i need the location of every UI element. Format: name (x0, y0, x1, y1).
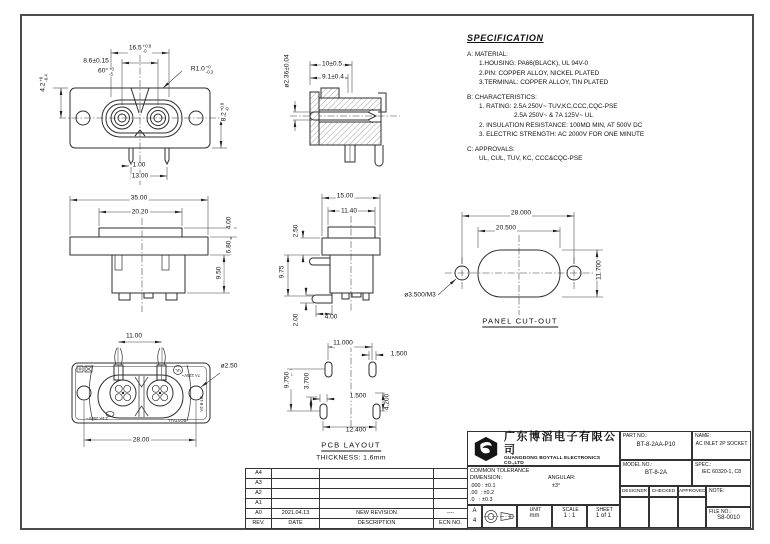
note-label: NOTE: (709, 488, 725, 494)
first-angle-projection-icon (483, 506, 516, 527)
dim-side-width2: 11.40 (340, 207, 358, 215)
rear-marking-rating1: 2.5A 250V~ (86, 416, 108, 422)
dim-front-height-left: 4.2 +0 -0.4 (38, 74, 48, 92)
company-name-cn: 广东博滔电子有限公司 (504, 430, 617, 456)
rear-marking-brand: BOYTALL (167, 418, 187, 424)
dim-top-width2: 20.20 (131, 208, 149, 216)
pin-right (147, 107, 169, 129)
dim-pcb-d2: 1.500 (390, 350, 408, 358)
dim-pcb-d6: 4.200 (383, 393, 391, 411)
model-no-box (620, 460, 692, 486)
table-row: A3 (246, 479, 468, 489)
dim-section-pin-dia: ø2.36±0.04 (283, 54, 291, 88)
angular-value: ±3° (552, 482, 561, 489)
spec-value: IEC 60320-1, C8 (701, 469, 742, 475)
dim-pcb-d4: 3.700 (303, 372, 311, 390)
sheet-size-box (467, 505, 482, 528)
dim-panel-width: 28.000 (510, 209, 532, 217)
dim-top-h1: 4.00 (225, 216, 233, 230)
file-no-box (706, 507, 751, 528)
pcb-layout-caption: PCB LAYOUT (321, 440, 381, 450)
dim-side-v3: 2.00 (292, 313, 300, 327)
spec-material-head: A: MATERIAL: (467, 51, 509, 58)
dim-side-v1: 2.50 (292, 224, 300, 238)
checked-header: CHECKED (649, 486, 678, 497)
specification-block (467, 33, 753, 163)
dim-front-radius: R1.0 +0 -0.3 (190, 64, 214, 74)
tolerance-row-2: .00 : ±0.2 (470, 489, 494, 496)
pcb-thickness-note: THICKNESS: 1.6mm (316, 454, 386, 462)
panel-cutout-caption: PANEL CUT-OUT (482, 316, 558, 326)
scale-box (552, 505, 587, 528)
table-row: A1 (246, 499, 468, 509)
top-view-drawing (35, 190, 265, 340)
rear-pin-right (147, 380, 173, 406)
spec-box (692, 460, 751, 486)
tolerance-row-1: .000 : ±0.1 (470, 482, 496, 489)
spec-electric-strength: 3. ELECTRIC STRENGTH: AC 2000V FOR ONE MINUTE (479, 131, 645, 139)
checked-signature-cell (649, 497, 678, 528)
section-view-drawing (265, 25, 435, 195)
unit-box (517, 505, 552, 528)
approved-header: APPROVED (678, 486, 706, 497)
spec-approvals-head: C: APPROVALS: (467, 145, 515, 153)
part-no-box (620, 431, 692, 460)
part-no-value: BT-8-2AA-P10 (636, 442, 676, 448)
dim-front-pitch: 8.6±0.15 (83, 57, 109, 65)
dim-pcb-d3: 9.750 (283, 371, 291, 389)
company-name-en: GUANGDONG BOYTALL ELECTRONICS CO.,LTD (504, 456, 601, 467)
company-logo-icon (472, 435, 500, 463)
rear-marking-rating2: 7A 125V~ (181, 373, 201, 379)
table-row: A0 2021.04.13 NEW REVISION ---- (246, 509, 468, 519)
sheet-size-4: 4 (472, 518, 477, 525)
dim-front-angle: 60° +0 -5 (98, 66, 114, 76)
table-header-row: REV. DATE DESCRIPTION ECN NO. (246, 519, 468, 529)
scale-label: SCALE (562, 507, 579, 513)
spec-characteristics-head: B: CHARACTERISTICS: (467, 93, 537, 101)
dim-section-depth1: 10±0.5 (321, 60, 343, 68)
dim-top-width: 35.00 (130, 194, 148, 202)
unit-label: UNIT (529, 507, 542, 513)
sheet-value: 1 of 1 (595, 513, 611, 519)
dim-front-span: 13.00 (131, 172, 149, 180)
rear-pin-left (110, 380, 136, 406)
dim-pcb-d7: 12.400 (345, 426, 367, 434)
file-no-label: FILE NO.: (709, 509, 732, 515)
part-no-label: PART NO.: (623, 433, 648, 439)
name-box (692, 431, 751, 460)
dim-panel-height: 11.700 (595, 260, 603, 280)
ul-mark-icon: UL (175, 368, 181, 374)
spec-label: SPEC.: (695, 462, 712, 468)
designer-header: DESIGNER (620, 486, 649, 497)
projection-symbol-box (482, 505, 517, 528)
dimension-label: DIMENSION: (470, 475, 503, 482)
name-label: NAME: (695, 433, 711, 439)
rear-marking-model: BT-8-2A (199, 396, 205, 412)
table-row: A4 (246, 469, 468, 479)
file-no-value: S8-0010 (717, 515, 740, 521)
dim-side-v4: 4.00 (324, 313, 338, 321)
dim-pcb-d1: 11.000 (333, 339, 353, 347)
name-value: AC INLET 2P SOCKET (695, 441, 748, 447)
dim-rear-span: 28.00 (132, 436, 150, 444)
dim-top-h3: 9.50 (215, 266, 223, 280)
spec-material-1: 1.HOUSING: PA66(BLACK), UL 94V-0 (479, 60, 589, 68)
spec-material-2: 2.PIN: COPPER ALLOY, NICKEL PLATED (479, 69, 600, 77)
sheet-box (587, 505, 620, 528)
spec-insulation: 2. INSULATION RESISTANCE: 100MΩ MIN, AT 500V DC (479, 121, 643, 129)
tolerance-row-3: .0 : ±0.3 (470, 497, 493, 504)
designer-signature-cell (620, 497, 649, 528)
dim-section-depth2: 9.1±0.4 (322, 73, 344, 81)
dim-side-v2: 9.75 (278, 265, 286, 279)
spec-approvals-list: UL, CUL, TUV, KC, CCC&CQC-PSE (479, 155, 583, 163)
dim-rear-hole: ø2.50 (220, 362, 238, 370)
company-box (467, 431, 620, 466)
revision-table (245, 468, 468, 529)
model-no-value: BT-8-2A (644, 470, 667, 476)
dim-rear-pitch: 11.00 (125, 332, 143, 340)
dim-top-h2: 6.80 (225, 240, 233, 254)
dim-panel-width2: 20.500 (495, 224, 517, 232)
sheet-size-a: A (472, 508, 477, 514)
specification-title: SPECIFICATION (467, 33, 544, 43)
dim-side-width: 15.00 (336, 192, 354, 200)
scale-value: 1 : 1 (563, 513, 576, 519)
unit-value: mm (529, 513, 540, 519)
sheet-label: SHEET (596, 507, 613, 513)
spec-rating-1: 1. RATING: 2.5A 250V~ TUV,KC,CCC,CQC-PSE (479, 103, 618, 111)
model-no-label: MODEL NO.: (623, 462, 653, 468)
angular-label: ANGULAR: (548, 475, 576, 482)
note-box (706, 486, 751, 507)
spec-rating-2: 2.5A 250V~ & 7A 125V~ UL (514, 112, 593, 120)
dim-panel-hole: ø3.500/M3 (404, 291, 436, 299)
approved-signature-cell (678, 497, 706, 528)
table-row: A2 (246, 489, 468, 499)
spec-material-3: 3.TERMINAL: COPPER ALLOY, TIN PLATED (479, 79, 609, 87)
dim-pcb-d5: 1.500 (349, 392, 367, 400)
dim-front-leg: 1.00 (132, 161, 146, 169)
tolerance-title: COMMON TOLERANCE (470, 468, 530, 474)
dim-front-width: 16.5 +0.8 -0 (128, 43, 152, 53)
tolerance-box (467, 466, 620, 505)
dim-front-height-right: 8.2 +0.8 -0 (219, 102, 229, 122)
